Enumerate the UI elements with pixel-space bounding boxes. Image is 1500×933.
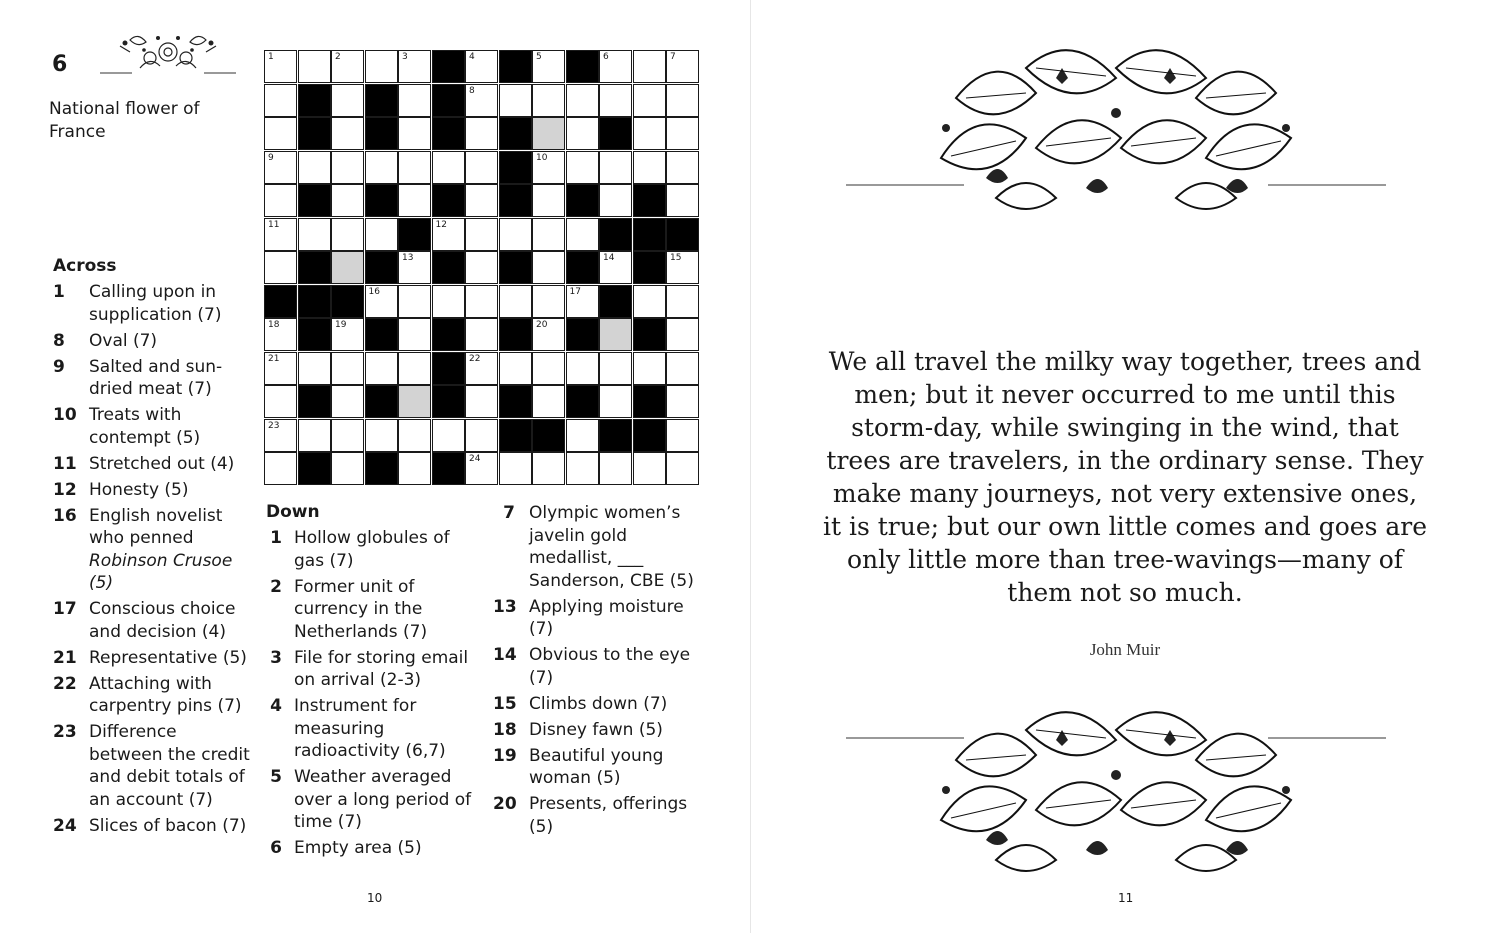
grid-cell[interactable] — [298, 151, 331, 184]
black-square — [365, 251, 398, 284]
black-square — [633, 385, 666, 418]
clue-number: 13 — [493, 596, 517, 617]
grid-cell[interactable] — [331, 385, 364, 418]
grid-cell[interactable] — [465, 151, 498, 184]
black-square — [499, 318, 532, 351]
clue-item — [493, 745, 708, 790]
clue-item — [53, 479, 253, 502]
grid-cell[interactable] — [331, 117, 364, 150]
grid-cell[interactable] — [599, 352, 632, 385]
grid-cell[interactable] — [331, 318, 364, 351]
shaded-answer-cell[interactable] — [532, 117, 565, 150]
clue-number: 8 — [53, 330, 65, 351]
cell-number: 10 — [536, 152, 548, 163]
grid-cell[interactable] — [599, 184, 632, 217]
clue-number: 18 — [493, 719, 517, 740]
cell-number: 20 — [536, 320, 548, 330]
clue-item — [493, 502, 708, 592]
clue-item — [53, 721, 253, 811]
grid-cell[interactable] — [365, 151, 398, 184]
grid-cell[interactable] — [633, 84, 666, 117]
clue-number: 11 — [53, 453, 77, 474]
cell-number: 21 — [268, 353, 280, 364]
grid-cell[interactable] — [432, 285, 465, 318]
clue-item — [493, 693, 708, 716]
clue-text: Weather averaged over a long period of time (7) — [294, 767, 472, 832]
clue-number: 12 — [53, 479, 77, 500]
clue-number: 23 — [53, 722, 77, 742]
grid-cell[interactable] — [365, 419, 398, 452]
clue-text: Calling upon in supplication (7) — [89, 282, 222, 325]
clue-number: 14 — [493, 645, 517, 665]
grid-cell[interactable] — [398, 419, 431, 452]
grid-cell[interactable] — [264, 419, 297, 452]
grid-cell[interactable] — [566, 151, 599, 184]
black-square — [298, 318, 331, 351]
cell-number: 23 — [268, 420, 280, 431]
black-square — [365, 452, 398, 485]
black-square — [499, 184, 532, 217]
grid-cell[interactable] — [599, 251, 632, 284]
black-square — [432, 452, 465, 485]
clue-text: Former unit of currency in the Netherlands (7) — [294, 576, 428, 642]
black-square — [633, 251, 666, 284]
clue-number: 7 — [503, 503, 515, 523]
grid-cell[interactable] — [432, 419, 465, 452]
clue-item — [53, 598, 253, 643]
cell-number: 2 — [335, 52, 341, 62]
clue-text: Oval (7) — [89, 330, 158, 351]
grid-cell[interactable] — [499, 352, 532, 385]
across-heading: Across — [53, 256, 117, 276]
clue-item — [53, 453, 253, 476]
black-square — [633, 419, 666, 452]
grid-cell[interactable] — [599, 452, 632, 485]
grid-cell[interactable] — [566, 84, 599, 117]
grid-cell[interactable] — [633, 151, 666, 184]
black-square — [298, 84, 331, 117]
black-square — [365, 117, 398, 150]
grid-cell[interactable] — [298, 352, 331, 385]
page-number-left: 10 — [367, 891, 383, 905]
clue-number: 20 — [493, 794, 517, 814]
black-square — [633, 318, 666, 351]
grid-cell[interactable] — [398, 251, 431, 284]
clue-text: Salted and sun-dried meat (7) — [89, 356, 223, 399]
shaded-answer-cell[interactable] — [599, 318, 632, 351]
black-square — [298, 385, 331, 418]
grid-cell[interactable] — [566, 117, 599, 150]
quote-text: We all travel the milky way together, trees and men; but it never occurred to me until this storm-day, while swinging in the wind, that trees are travelers, in the ordinary sense. They make many journeys, not very extensive ones, it is true; but our own little comes and goes are only little more than tree-wavings—many of them not so much. — [822, 347, 1428, 607]
black-square — [499, 50, 532, 83]
grid-cell[interactable] — [666, 352, 699, 385]
cell-number: 15 — [670, 253, 682, 263]
black-square — [566, 50, 599, 83]
grid-cell[interactable] — [499, 218, 532, 251]
down-heading: Down — [266, 502, 320, 522]
clue-text: Difference between the credit and debit totals of an account (7) — [89, 722, 250, 810]
cell-number: 22 — [469, 353, 481, 364]
grid-cell[interactable] — [666, 285, 699, 318]
black-square — [298, 452, 331, 485]
clue-item — [53, 815, 253, 838]
grid-cell[interactable] — [398, 117, 431, 150]
black-square — [432, 352, 465, 385]
clue-number: 6 — [270, 838, 282, 858]
grid-cell[interactable] — [666, 151, 699, 184]
black-square — [566, 251, 599, 284]
grid-cell[interactable] — [432, 151, 465, 184]
grid-cell[interactable] — [666, 318, 699, 351]
clue-item — [493, 644, 708, 689]
grid-cell[interactable] — [532, 385, 565, 418]
black-square — [499, 385, 532, 418]
grid-cell[interactable] — [298, 419, 331, 452]
grid-cell[interactable] — [599, 385, 632, 418]
black-square — [365, 84, 398, 117]
grid-cell[interactable] — [264, 151, 297, 184]
clue-item — [266, 766, 481, 834]
clue-item — [53, 505, 253, 595]
grid-cell[interactable] — [465, 419, 498, 452]
clue-item — [266, 527, 481, 572]
grid-cell[interactable] — [532, 184, 565, 217]
cell-number: 16 — [368, 286, 380, 297]
clue-text: Climbs down (7) — [529, 693, 668, 714]
black-square — [599, 117, 632, 150]
clue-item — [266, 695, 481, 763]
clue-text: Applying moisture (7) — [529, 596, 684, 639]
cell-number: 14 — [603, 253, 615, 263]
grid-cell[interactable] — [264, 251, 297, 284]
cell-number: 6 — [603, 52, 609, 62]
spine — [750, 0, 751, 933]
grid-cell[interactable] — [264, 218, 297, 251]
clue-number: 21 — [53, 647, 77, 668]
clue-text: Hollow globules of gas (7) — [294, 528, 450, 571]
grid-cell[interactable] — [666, 385, 699, 418]
clue-number: 2 — [270, 576, 282, 597]
clue-text: Empty area (5) — [294, 838, 422, 858]
clue-number: 10 — [53, 405, 77, 425]
black-square — [298, 251, 331, 284]
grid-cell[interactable] — [398, 151, 431, 184]
black-square — [499, 151, 532, 184]
grid-cell[interactable] — [599, 50, 632, 83]
grid-cell[interactable] — [365, 218, 398, 251]
down-clues-column-1 — [266, 502, 481, 863]
puzzle-number: 6 — [52, 52, 68, 77]
clue-text: Stretched out (4) — [89, 453, 235, 474]
grid-cell[interactable] — [633, 117, 666, 150]
shaded-answer-cell[interactable] — [331, 251, 364, 284]
grid-cell[interactable] — [398, 84, 431, 117]
black-square — [499, 117, 532, 150]
grid-cell[interactable] — [499, 452, 532, 485]
grid-cell[interactable] — [532, 352, 565, 385]
grid-cell[interactable] — [532, 151, 565, 184]
grid-cell[interactable] — [264, 318, 297, 351]
clue-italic-title: Robinson Crusoe (5) — [89, 550, 233, 593]
grid-cell[interactable] — [566, 452, 599, 485]
black-square — [365, 318, 398, 351]
black-square — [398, 218, 431, 251]
clue-item — [53, 356, 253, 401]
grid-cell[interactable] — [465, 117, 498, 150]
quote-author: John Muir — [1089, 640, 1161, 659]
clue-number: 15 — [493, 693, 517, 714]
grid-cell[interactable] — [365, 50, 398, 83]
clue-number: 19 — [493, 745, 517, 766]
black-square — [432, 251, 465, 284]
black-square — [298, 184, 331, 217]
black-square — [599, 419, 632, 452]
grid-cell[interactable] — [633, 50, 666, 83]
black-square — [599, 218, 632, 251]
grid-cell[interactable] — [599, 84, 632, 117]
grid-cell[interactable] — [566, 419, 599, 452]
grid-cell[interactable] — [331, 452, 364, 485]
cell-number: 1 — [268, 52, 274, 62]
down-clues-column-2 — [493, 502, 708, 842]
cell-number: 12 — [435, 219, 447, 230]
clue-text: Olympic women’s javelin gold medallist, ___ Sanderson, CBE (5) — [529, 503, 694, 591]
clue-text: Slices of bacon (7) — [89, 815, 247, 836]
grid-cell[interactable] — [264, 352, 297, 385]
crossword-grid[interactable] — [264, 50, 700, 486]
grid-cell[interactable] — [666, 419, 699, 452]
clue-item — [53, 673, 253, 718]
black-square — [599, 285, 632, 318]
grid-cell[interactable] — [398, 285, 431, 318]
black-square — [499, 419, 532, 452]
black-square — [432, 117, 465, 150]
clue-item — [266, 837, 481, 860]
grid-cell[interactable] — [398, 184, 431, 217]
grid-cell[interactable] — [599, 151, 632, 184]
grid-cell[interactable] — [532, 50, 565, 83]
clue-item — [53, 281, 253, 326]
theme-clue: National flower of France — [49, 99, 200, 142]
floral-ornament-icon — [100, 26, 236, 82]
grid-cell[interactable] — [432, 218, 465, 251]
black-square — [566, 318, 599, 351]
clue-item — [266, 576, 481, 644]
grid-cell[interactable] — [499, 285, 532, 318]
clue-text: Obvious to the eye (7) — [529, 645, 691, 688]
grid-cell[interactable] — [398, 50, 431, 83]
clue-item — [493, 596, 708, 641]
clue-item — [53, 647, 253, 670]
clue-item — [493, 719, 708, 742]
clue-number: 17 — [53, 599, 77, 619]
grid-cell[interactable] — [566, 352, 599, 385]
clue-text: Instrument for measuring radioactivity (6,7) — [294, 696, 446, 761]
black-square — [666, 218, 699, 251]
grid-cell[interactable] — [298, 218, 331, 251]
clue-text: Disney fawn (5) — [529, 719, 663, 740]
grid-cell[interactable] — [331, 50, 364, 83]
clue-text: Presents, offerings (5) — [529, 794, 688, 837]
grid-cell[interactable] — [666, 251, 699, 284]
cell-number: 11 — [268, 219, 280, 230]
clue-item — [493, 793, 708, 838]
black-square — [432, 50, 465, 83]
black-square — [432, 184, 465, 217]
black-square — [633, 218, 666, 251]
grid-cell[interactable] — [465, 184, 498, 217]
clue-text: Beautiful young woman (5) — [529, 745, 664, 788]
grid-cell[interactable] — [532, 318, 565, 351]
clue-text: Attaching with carpentry pins (7) — [89, 673, 242, 716]
cell-number: 8 — [469, 85, 475, 96]
black-square — [432, 385, 465, 418]
shaded-answer-cell[interactable] — [398, 385, 431, 418]
grid-cell[interactable] — [566, 285, 599, 318]
grid-cell[interactable] — [331, 352, 364, 385]
grid-cell[interactable] — [532, 285, 565, 318]
clue-item — [53, 330, 253, 353]
clue-number: 1 — [53, 282, 65, 302]
grid-cell[interactable] — [264, 50, 297, 83]
cell-number: 13 — [402, 253, 414, 263]
grid-cell[interactable] — [666, 84, 699, 117]
cell-number: 7 — [670, 52, 676, 62]
leaf-illustration-top-icon — [846, 38, 1386, 218]
black-square — [298, 285, 331, 318]
grid-cell[interactable] — [365, 352, 398, 385]
grid-cell[interactable] — [398, 352, 431, 385]
grid-cell[interactable] — [264, 452, 297, 485]
grid-cell[interactable] — [666, 184, 699, 217]
clue-number: 5 — [270, 767, 282, 787]
grid-cell[interactable] — [465, 285, 498, 318]
grid-cell[interactable] — [365, 285, 398, 318]
black-square — [532, 419, 565, 452]
cell-number: 24 — [469, 454, 481, 464]
grid-cell[interactable] — [331, 84, 364, 117]
clue-number: 22 — [53, 673, 77, 694]
grid-cell[interactable] — [264, 117, 297, 150]
grid-cell[interactable] — [264, 84, 297, 117]
black-square — [365, 184, 398, 217]
page-number-right: 11 — [1118, 891, 1134, 905]
clue-number: 1 — [270, 528, 282, 548]
grid-cell[interactable] — [532, 452, 565, 485]
grid-cell[interactable] — [331, 218, 364, 251]
clue-number: 4 — [270, 696, 282, 716]
grid-cell[interactable] — [633, 352, 666, 385]
cell-number: 17 — [569, 286, 581, 297]
clue-text: English novelist who penned Robinson Crusoe (5) — [89, 505, 233, 593]
grid-cell[interactable] — [499, 84, 532, 117]
cell-number: 3 — [402, 52, 408, 62]
black-square — [331, 285, 364, 318]
grid-cell[interactable] — [666, 452, 699, 485]
grid-cell[interactable] — [666, 117, 699, 150]
grid-cell[interactable] — [331, 151, 364, 184]
black-square — [432, 84, 465, 117]
grid-cell[interactable] — [465, 50, 498, 83]
grid-cell[interactable] — [298, 50, 331, 83]
clue-number: 3 — [270, 647, 282, 668]
grid-cell[interactable] — [264, 184, 297, 217]
grid-cell[interactable] — [633, 285, 666, 318]
grid-cell[interactable] — [465, 251, 498, 284]
clue-text: File for storing email on arrival (2-3) — [294, 647, 469, 690]
black-square — [499, 251, 532, 284]
cell-number: 18 — [268, 320, 280, 330]
grid-cell[interactable] — [398, 318, 431, 351]
clue-number: 24 — [53, 815, 77, 836]
grid-cell[interactable] — [532, 251, 565, 284]
grid-cell[interactable] — [398, 452, 431, 485]
black-square — [365, 385, 398, 418]
clue-number: 9 — [53, 356, 65, 377]
clue-text: Honesty (5) — [89, 479, 189, 500]
grid-cell[interactable] — [465, 452, 498, 485]
clue-text: Treats with contempt (5) — [89, 405, 201, 448]
cell-number: 9 — [268, 152, 274, 163]
grid-cell[interactable] — [331, 419, 364, 452]
grid-cell[interactable] — [666, 50, 699, 83]
grid-cell[interactable] — [465, 218, 498, 251]
cell-number: 19 — [335, 320, 347, 330]
cell-number: 4 — [469, 52, 475, 62]
black-square — [566, 184, 599, 217]
clue-text: Representative (5) — [89, 647, 247, 668]
grid-cell[interactable] — [465, 385, 498, 418]
black-square — [298, 117, 331, 150]
grid-cell[interactable] — [566, 218, 599, 251]
black-square — [432, 318, 465, 351]
grid-cell[interactable] — [532, 84, 565, 117]
leaf-illustration-bottom-icon — [846, 700, 1386, 880]
cell-number: 5 — [536, 52, 542, 62]
grid-cell[interactable] — [465, 84, 498, 117]
across-clues — [53, 256, 253, 841]
clue-item — [53, 404, 253, 449]
clue-number: 16 — [53, 505, 77, 526]
black-square — [633, 184, 666, 217]
grid-cell[interactable] — [331, 184, 364, 217]
black-square — [264, 285, 297, 318]
grid-cell[interactable] — [264, 385, 297, 418]
grid-cell[interactable] — [465, 318, 498, 351]
black-square — [566, 385, 599, 418]
clue-text: Conscious choice and decision (4) — [89, 599, 236, 642]
clue-item — [266, 647, 481, 692]
grid-cell[interactable] — [532, 218, 565, 251]
grid-cell[interactable] — [633, 452, 666, 485]
grid-cell[interactable] — [465, 352, 498, 385]
